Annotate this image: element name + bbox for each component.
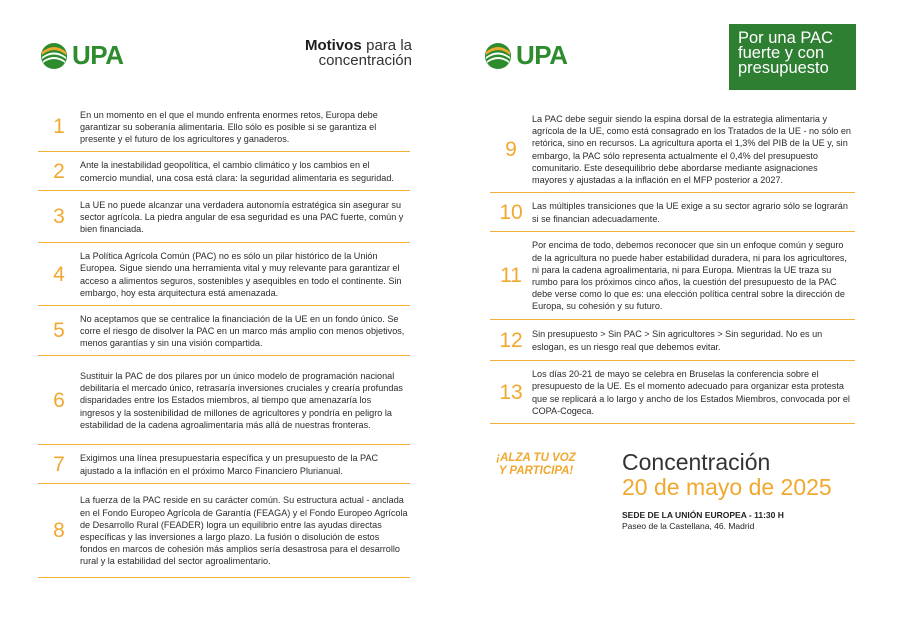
motivos-title-light: para la bbox=[366, 37, 412, 54]
upa-logo-icon bbox=[40, 42, 68, 70]
logo-text: UPA bbox=[72, 40, 124, 70]
motivo-number: 7 bbox=[53, 452, 65, 476]
motivo-text: Sin presupuesto > Sin PAC > Sin agricultores > Sin seguridad. No es un eslogan, es un riesgo real que debemos evitar. bbox=[532, 329, 823, 352]
motivo-number: 5 bbox=[53, 319, 65, 342]
upa-logo bbox=[484, 40, 567, 71]
alza-line: Y PARTICIPA! bbox=[498, 465, 574, 477]
event-title: Concentración bbox=[622, 449, 771, 475]
motivo-text: La fuerza de la PAC reside en su carácter común. Su estructura actual - anclada en el Fondo Europeo Agrícola de Garantía (FEAGA) y el Fondo Europeo Agrícola de Desarrollo Rural (FEADER) logra un equilibrio entre las ayudas directas específicas y las inversiones a largo plazo. La fusión o disolución de estos fondos en marcos de cohesión más amplios sería desastrosa para el desarrollo rural y la estabilidad del sector agroalimentario. bbox=[80, 495, 408, 567]
motivo-item bbox=[490, 362, 855, 424]
motivo-item bbox=[38, 307, 410, 356]
motivo-number: 4 bbox=[53, 262, 65, 286]
alza-tu-voz bbox=[490, 452, 582, 478]
motivo-number: 10 bbox=[499, 200, 523, 224]
motivo-text: Exigimos una línea presupuestaria específica y un presupuesto de la PAC ajustado a la inflación en el próximo Marco Financiero Plurianual. bbox=[80, 453, 379, 476]
motivos-title-line2: concentración bbox=[318, 52, 412, 69]
motivo-number: 9 bbox=[505, 137, 517, 161]
upa-logo-icon bbox=[484, 42, 512, 70]
motivo-text: Ante la inestabilidad geopolítica, el cambio climático y los cambios en el comercio mundial, una cosa está clara: la seguridad alimentaria es seguridad. bbox=[80, 160, 394, 183]
motivo-item bbox=[38, 153, 410, 191]
motivo-item bbox=[490, 233, 855, 320]
motivo-text: Las múltiples transiciones que la UE exige a su sector agrario sólo se lograrán si se financian adecuadamente. bbox=[532, 201, 848, 224]
motivo-item bbox=[38, 103, 410, 152]
motivo-number: 6 bbox=[53, 388, 65, 412]
motivo-text: En un momento en el que el mundo enfrenta enormes retos, Europa debe garantizar su soberanía alimentaria. Ello sólo es posible si se garantiza el presente y el futuro de los agricultores y ganaderos. bbox=[80, 109, 378, 145]
motivo-number: 2 bbox=[53, 159, 65, 183]
motivo-number: 8 bbox=[53, 519, 65, 542]
motivo-number: 13 bbox=[499, 380, 523, 404]
motivo-text: La Política Agrícola Común (PAC) no es sólo un pilar histórico de la Unión Europea. Sigue siendo una herramienta vital y muy relevante para garantizar el acceso a alimentos seguros, sostenibles y asequibles en todo el continente. Sin embargo, hoy esta arquitectura está amenazada. bbox=[80, 251, 402, 298]
motivo-item bbox=[38, 192, 410, 243]
event-venue: SEDE DE LA UNIÓN EUROPEA - 11:30 H bbox=[622, 510, 784, 520]
motivo-text: No aceptamos que se centralice la financiación de la UE en un fondo único. Se corre el riesgo de disolver la PAC en un marco más amplio con menos objetivos, menos garantías y sin una visión compartida. bbox=[80, 313, 405, 349]
motivo-text: La PAC debe seguir siendo la espina dorsal de la estrategia alimentaria y agrícola de la UE, como está consagrado en los Tratados de la UE - no sólo en retórica, sino en recursos. La agricultura aporta el 1,3% del PIB de la UE y, sin embargo, la PAC sólo representa actualmente el 0,4% del presupuesto comunitario. Este desequilibrio debe abordarse mediante asignaciones mayores y ajustadas a la inflación en el MFP posterior a 2027. bbox=[532, 113, 851, 185]
pac-slogan-line: presupuesto bbox=[738, 59, 829, 77]
logo-text: UPA bbox=[516, 40, 568, 70]
motivo-item bbox=[38, 446, 410, 484]
motivo-item bbox=[490, 107, 855, 193]
motivo-number: 11 bbox=[500, 264, 522, 287]
motivo-item bbox=[490, 194, 855, 232]
motivo-item bbox=[38, 357, 410, 445]
motivo-text: Por encima de todo, debemos reconocer que sin un enfoque común y seguro de la agricultura no puede haber estabilidad duradera, ni para los agricultores, ni para la cadena agroalimentaria, ni para Europa. Mientras la UE traza su rumbo para los próximos cinco años, la cuestión del presupuesto de la PAC debe verse como lo que es: una elección política central sobre la dirección de Europa, su cohesión y su futuro. bbox=[532, 240, 847, 312]
right-page bbox=[450, 0, 900, 620]
event-address: Paseo de la Castellana, 46. Madrid bbox=[622, 521, 755, 531]
motivos-title-bold: Motivos bbox=[305, 37, 362, 54]
pac-slogan-line: fuerte y con bbox=[738, 44, 825, 62]
pac-slogan-line: Por una PAC bbox=[738, 29, 834, 47]
motivo-number: 12 bbox=[499, 328, 523, 352]
motivo-item bbox=[38, 244, 410, 306]
motivo-item bbox=[490, 321, 855, 361]
motivo-number: 3 bbox=[53, 205, 65, 228]
motivo-text: Los días 20-21 de mayo se celebra en Bruselas la conferencia sobre el presupuesto de la UE. Es el momento adecuado para organizar esta protesta que se replicará a lo largo y ancho de los Estados Miembros, convocada por el COPA-Cogeca. bbox=[532, 369, 850, 416]
pac-slogan-box bbox=[729, 24, 856, 90]
alza-line: ¡ALZA TU VOZ bbox=[496, 452, 576, 464]
motivos-title bbox=[300, 38, 412, 68]
motivo-text: La UE no puede alcanzar una verdadera autonomía estratégica sin asegurar su sector agrícola. La piedra angular de esa seguridad es una PAC fuerte, común y bien financiada. bbox=[80, 199, 404, 235]
motivo-item bbox=[38, 485, 410, 578]
event-date: 20 de mayo de 2025 bbox=[622, 474, 832, 500]
motivo-text: Sustituir la PAC de dos pilares por un único modelo de programación nacional debilitaría el mercado único, retrasaría inversiones cruciales y crearía profundas disparidades entre los Estados miembros, al tiempo que amenazaría los ingresos y la sostenibilidad de millones de agricultores y pondría en peligro la estabilidad de la cadena agroalimentaria más allá de nuestras fronteras. bbox=[80, 370, 403, 430]
motivo-number: 1 bbox=[53, 115, 65, 138]
upa-logo bbox=[40, 40, 123, 71]
